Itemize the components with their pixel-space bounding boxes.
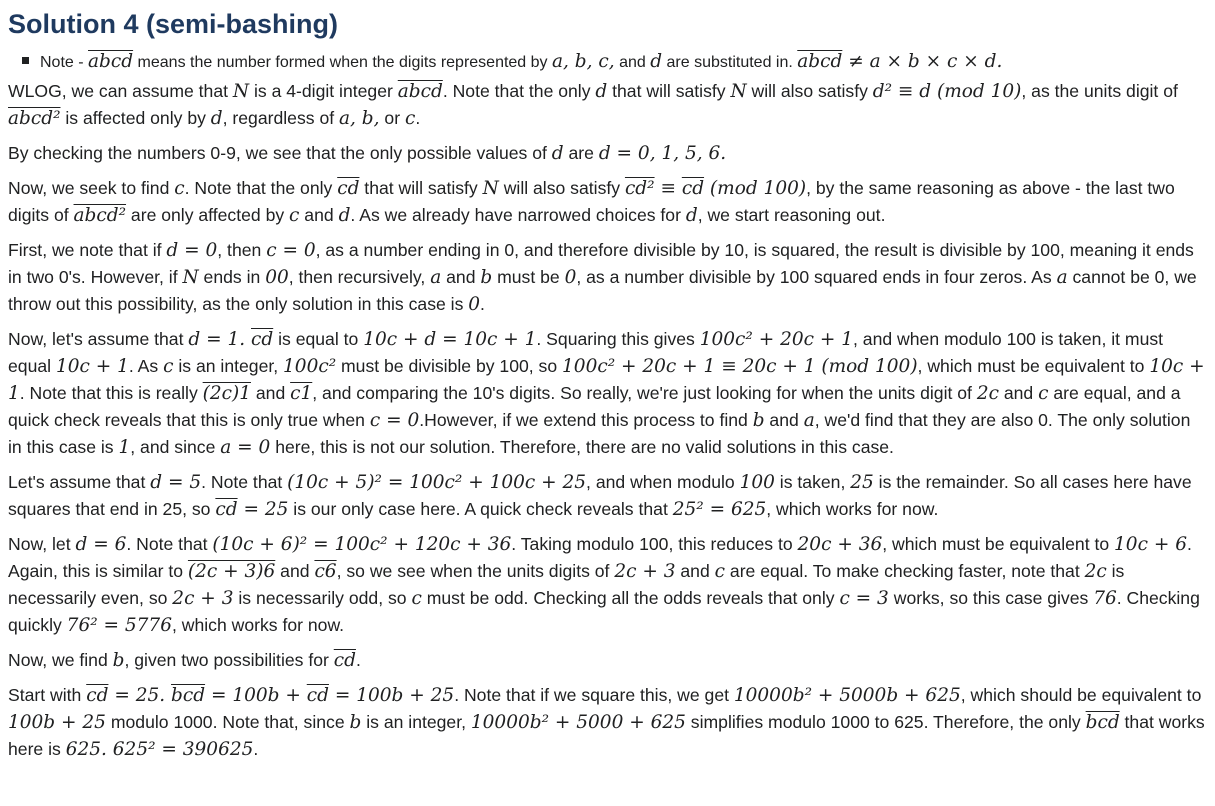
paragraph: [8, 647, 1207, 674]
math-expression: a: [803, 410, 815, 431]
math-expression: (10c + 5)² = 100c² + 100c + 25: [287, 472, 587, 493]
text-run: Let's assume that: [8, 472, 151, 492]
math-expression: cd²: [624, 178, 655, 199]
text-run: are: [563, 143, 599, 163]
math-expression: c = 0: [266, 240, 316, 261]
text-run: means the number formed when the digits represented by: [133, 54, 552, 71]
paragraph: [8, 78, 1207, 132]
text-run: , then recursively,: [288, 267, 431, 287]
note-bullet: [22, 51, 1207, 72]
math-expression: N: [482, 178, 499, 199]
math-expression: c = 0: [369, 410, 420, 431]
text-run: , as a number ending in 0, and therefore divisible by 10, is squared, the result is divisible by 100, meaning it ends in two 0's. However, if: [8, 240, 1194, 287]
text-run: is the remainder. So all cases here have squares that end in 25, so: [8, 472, 1192, 519]
text-run: simplifies modulo 1000 to 625. Therefore, the only: [685, 712, 1086, 732]
text-run: , regardless of: [222, 108, 340, 128]
math-expression: a, b, c,: [552, 51, 615, 72]
math-expression: N: [182, 267, 199, 288]
math-expression: $\overline{bcd}$: [1085, 712, 1120, 733]
math-expression: a: [430, 267, 442, 288]
paragraph: [8, 140, 1207, 167]
math-expression: (2c)1: [202, 383, 251, 404]
text-run: . Note that this is really: [19, 383, 203, 403]
math-expression: 0: [564, 267, 577, 288]
math-expression: 0: [468, 294, 481, 315]
math-expression: 2c + 3: [614, 561, 676, 582]
math-expression: 25: [850, 472, 874, 493]
text-run: must be: [492, 267, 565, 287]
section-heading: Solution 4 (semi-bashing): [8, 9, 339, 39]
math-expression: 1: [118, 437, 131, 458]
text-run: . Note that if we square this, we get: [454, 685, 734, 705]
math-expression: abcd: [797, 51, 843, 72]
text-run: Now, we find: [8, 650, 113, 670]
math-expression: 100: [739, 472, 775, 493]
text-run: are equal, and a quick check reveals that this is only true when: [8, 383, 1181, 430]
paragraph: [8, 175, 1207, 229]
text-run: . Note that: [126, 534, 213, 554]
math-expression: d: [595, 81, 608, 102]
paragraph: [8, 326, 1207, 461]
text-run: that works here is: [8, 712, 1205, 759]
text-run: and: [441, 267, 481, 287]
math-expression: 100b + 25: [8, 712, 106, 733]
text-run: , and comparing the 10's digits. So really, we're just looking for when the units digit of: [312, 383, 977, 403]
math-expression: 20c + 36: [797, 534, 883, 555]
math-expression: 2c: [1084, 561, 1107, 582]
math-expression: 10000b² + 5000b + 625: [733, 685, 961, 706]
text-run: is an integer,: [361, 712, 471, 732]
math-expression: d = 6: [75, 534, 127, 555]
text-run: Start with: [8, 685, 87, 705]
math-expression: c: [289, 205, 300, 226]
text-run: .However, if we extend this process to find: [419, 410, 753, 430]
text-run: and: [675, 561, 715, 581]
text-run: are equal. To make checking faster, note that: [725, 561, 1085, 581]
text-run: , then: [217, 240, 267, 260]
text-run: , we'd find that they are also 0. The only solution in this case is: [8, 410, 1191, 457]
math-expression: $\overline{cd}$: [215, 499, 238, 520]
math-expression: c: [174, 178, 185, 199]
math-expression: = 25.: [108, 685, 172, 706]
math-expression: d² ≡ d (mod 10): [872, 81, 1022, 102]
text-run: is necessarily odd, so: [233, 588, 412, 608]
note-text: [40, 51, 1002, 72]
paragraph: [8, 469, 1207, 523]
text-run: , which must be equivalent to: [882, 534, 1115, 554]
text-run: , as the units digit of: [1021, 81, 1178, 101]
text-run: Note -: [40, 54, 89, 71]
text-run: ends in: [198, 267, 266, 287]
text-run: must be divisible by 100, so: [336, 356, 563, 376]
text-run: . Taking modulo 100, this reduces to: [511, 534, 798, 554]
text-run: , as a number divisible by 100 squared ends in four zeros. As: [576, 267, 1057, 287]
text-run: Now, let: [8, 534, 76, 554]
text-run: , which should be equivalent to: [960, 685, 1202, 705]
math-expression: abcd²: [73, 205, 127, 226]
math-expression: b: [349, 712, 362, 733]
solution-body: [8, 78, 1207, 763]
text-run: and: [614, 54, 651, 71]
text-run: works, so this case gives: [888, 588, 1094, 608]
math-expression: c: [1038, 383, 1049, 404]
text-run: .: [355, 650, 361, 670]
text-run: that will satisfy: [607, 81, 731, 101]
text-run: , given two possibilities for: [124, 650, 334, 670]
math-expression: $\overline{cd}$: [251, 329, 274, 350]
math-expression: = 100b + 25: [328, 685, 455, 706]
text-run: . Note that the only: [184, 178, 338, 198]
text-run: , which must be equivalent to: [917, 356, 1150, 376]
bullet-icon: [22, 57, 29, 64]
text-run: , and when modulo: [586, 472, 740, 492]
math-expression: (2c + 3)6: [187, 561, 276, 582]
text-run: . As: [128, 356, 164, 376]
text-run: and: [275, 561, 315, 581]
math-expression: (mod 100): [704, 178, 807, 199]
math-expression: 100c²: [283, 356, 337, 377]
math-expression: N: [730, 81, 747, 102]
text-run: is necessarily even, so: [8, 561, 1125, 608]
text-run: are only affected by: [126, 205, 290, 225]
text-run: , and since: [130, 437, 221, 457]
math-expression: 00: [265, 267, 289, 288]
text-run: is an integer,: [173, 356, 284, 376]
text-run: . Note that: [201, 472, 288, 492]
math-expression: 10c + 1: [55, 356, 129, 377]
text-run: will also satisfy: [498, 178, 625, 198]
math-expression: N: [232, 81, 250, 102]
math-expression: abcd: [88, 51, 134, 72]
text-run: will also satisfy: [746, 81, 873, 101]
math-expression: a: [1056, 267, 1068, 288]
math-expression: $\overline{cd}$: [333, 650, 356, 671]
text-run: First, we note that if: [8, 240, 167, 260]
math-expression: b: [480, 267, 493, 288]
math-expression: ≠ a × b × c × d.: [842, 51, 1003, 72]
math-expression: d = 0, 1, 5, 6.: [598, 143, 727, 164]
text-run: are substituted in.: [662, 54, 798, 71]
math-expression: 2c: [976, 383, 999, 404]
math-expression: 625. 625² = 390625: [65, 739, 254, 760]
text-run: , we start reasoning out.: [697, 205, 886, 225]
text-run: , so we see when the units digits of: [336, 561, 615, 581]
text-run: , which works for now.: [766, 499, 939, 519]
math-expression: c: [411, 588, 422, 609]
text-run: is a 4-digit integer: [249, 81, 398, 101]
math-expression: a = 0: [220, 437, 271, 458]
text-run: . As we already have narrowed choices for: [350, 205, 686, 225]
math-expression: 2c + 3: [172, 588, 234, 609]
math-expression: c: [714, 561, 726, 582]
math-expression: c: [404, 108, 416, 129]
math-expression: d = 5: [150, 472, 202, 493]
math-expression: c1: [290, 383, 313, 404]
math-expression: 76² = 5776: [66, 615, 172, 636]
math-expression: 100c² + 20c + 1: [699, 329, 854, 350]
text-run: or: [379, 108, 405, 128]
math-expression: 10c + 1: [8, 356, 1205, 404]
math-expression: (10c + 6)² = 100c² + 120c + 36: [212, 534, 512, 555]
text-run: is our only case here. A quick check reveals that: [288, 499, 673, 519]
math-expression: 100c² + 20c + 1 ≡ 20c + 1 (mod 100): [562, 356, 918, 377]
text-run: and: [299, 205, 339, 225]
math-expression: $\overline{bcd}$: [171, 685, 206, 706]
math-expression: d = 1.: [188, 329, 251, 350]
paragraph: [8, 682, 1207, 763]
math-expression: b: [112, 650, 125, 671]
text-run: .: [253, 739, 259, 759]
math-expression: 10c + 6: [1114, 534, 1187, 555]
text-run: cannot be 0, we throw out this possibility, as the only solution in this case is: [8, 267, 1197, 314]
text-run: By checking the numbers 0-9, we see that the only possible values of: [8, 143, 552, 163]
text-run: . Squaring this gives: [536, 329, 700, 349]
math-expression: c6: [314, 561, 337, 582]
text-run: , which works for now.: [171, 615, 345, 635]
text-run: here, this is not our solution. Therefore, there are no valid solutions in this case.: [270, 437, 894, 457]
text-run: , by the same reasoning as above - the last two digits of: [8, 178, 1175, 225]
math-expression: abcd: [397, 81, 443, 102]
text-run: must be odd. Checking all the odds reveals that only: [421, 588, 840, 608]
math-expression: b: [752, 410, 765, 431]
math-expression: c = 3: [839, 588, 889, 609]
text-run: and: [998, 383, 1039, 403]
math-expression: ≡: [654, 178, 682, 199]
math-expression: d: [551, 143, 564, 164]
text-run: .: [415, 108, 421, 128]
text-run: Now, let's assume that: [8, 329, 189, 349]
text-run: .: [480, 294, 485, 314]
paragraph: [8, 531, 1207, 639]
math-expression: $\overline{cd}$: [306, 685, 329, 706]
math-expression: $\overline{cd}$: [681, 178, 705, 199]
math-expression: a, b,: [339, 108, 380, 129]
math-expression: d = 0: [166, 240, 218, 261]
text-run: WLOG, we can assume that: [8, 81, 233, 101]
math-expression: c: [163, 356, 174, 377]
math-expression: $\overline{cd}$: [337, 178, 360, 199]
math-expression: d: [210, 108, 223, 129]
text-run: . Checking quickly: [8, 588, 1200, 635]
math-expression: 10c + d = 10c + 1: [363, 329, 537, 350]
text-run: is equal to: [273, 329, 364, 349]
math-expression: = 25: [237, 499, 289, 520]
text-run: is affected only by: [60, 108, 211, 128]
text-run: and: [764, 410, 804, 430]
math-expression: $\overline{cd}$: [86, 685, 109, 706]
text-run: and: [250, 383, 291, 403]
text-run: . Again, this is similar to: [8, 534, 1192, 581]
math-expression: 10000b² + 5000 + 625: [470, 712, 686, 733]
text-run: is taken,: [774, 472, 851, 492]
text-run: modulo 1000. Note that, since: [105, 712, 350, 732]
math-expression: d: [338, 205, 351, 226]
math-expression: d: [650, 51, 663, 72]
math-expression: 76: [1093, 588, 1117, 609]
text-run: . Note that the only: [442, 81, 596, 101]
math-expression: abcd²: [8, 108, 61, 129]
text-run: Now, we seek to find: [8, 178, 175, 198]
text-run: , and when modulo 100 is taken, it must equal: [8, 329, 1164, 376]
math-expression: = 100b +: [205, 685, 307, 706]
paragraph: [8, 237, 1207, 318]
math-expression: 25² = 625: [672, 499, 767, 520]
math-expression: d: [685, 205, 698, 226]
text-run: that will satisfy: [359, 178, 483, 198]
